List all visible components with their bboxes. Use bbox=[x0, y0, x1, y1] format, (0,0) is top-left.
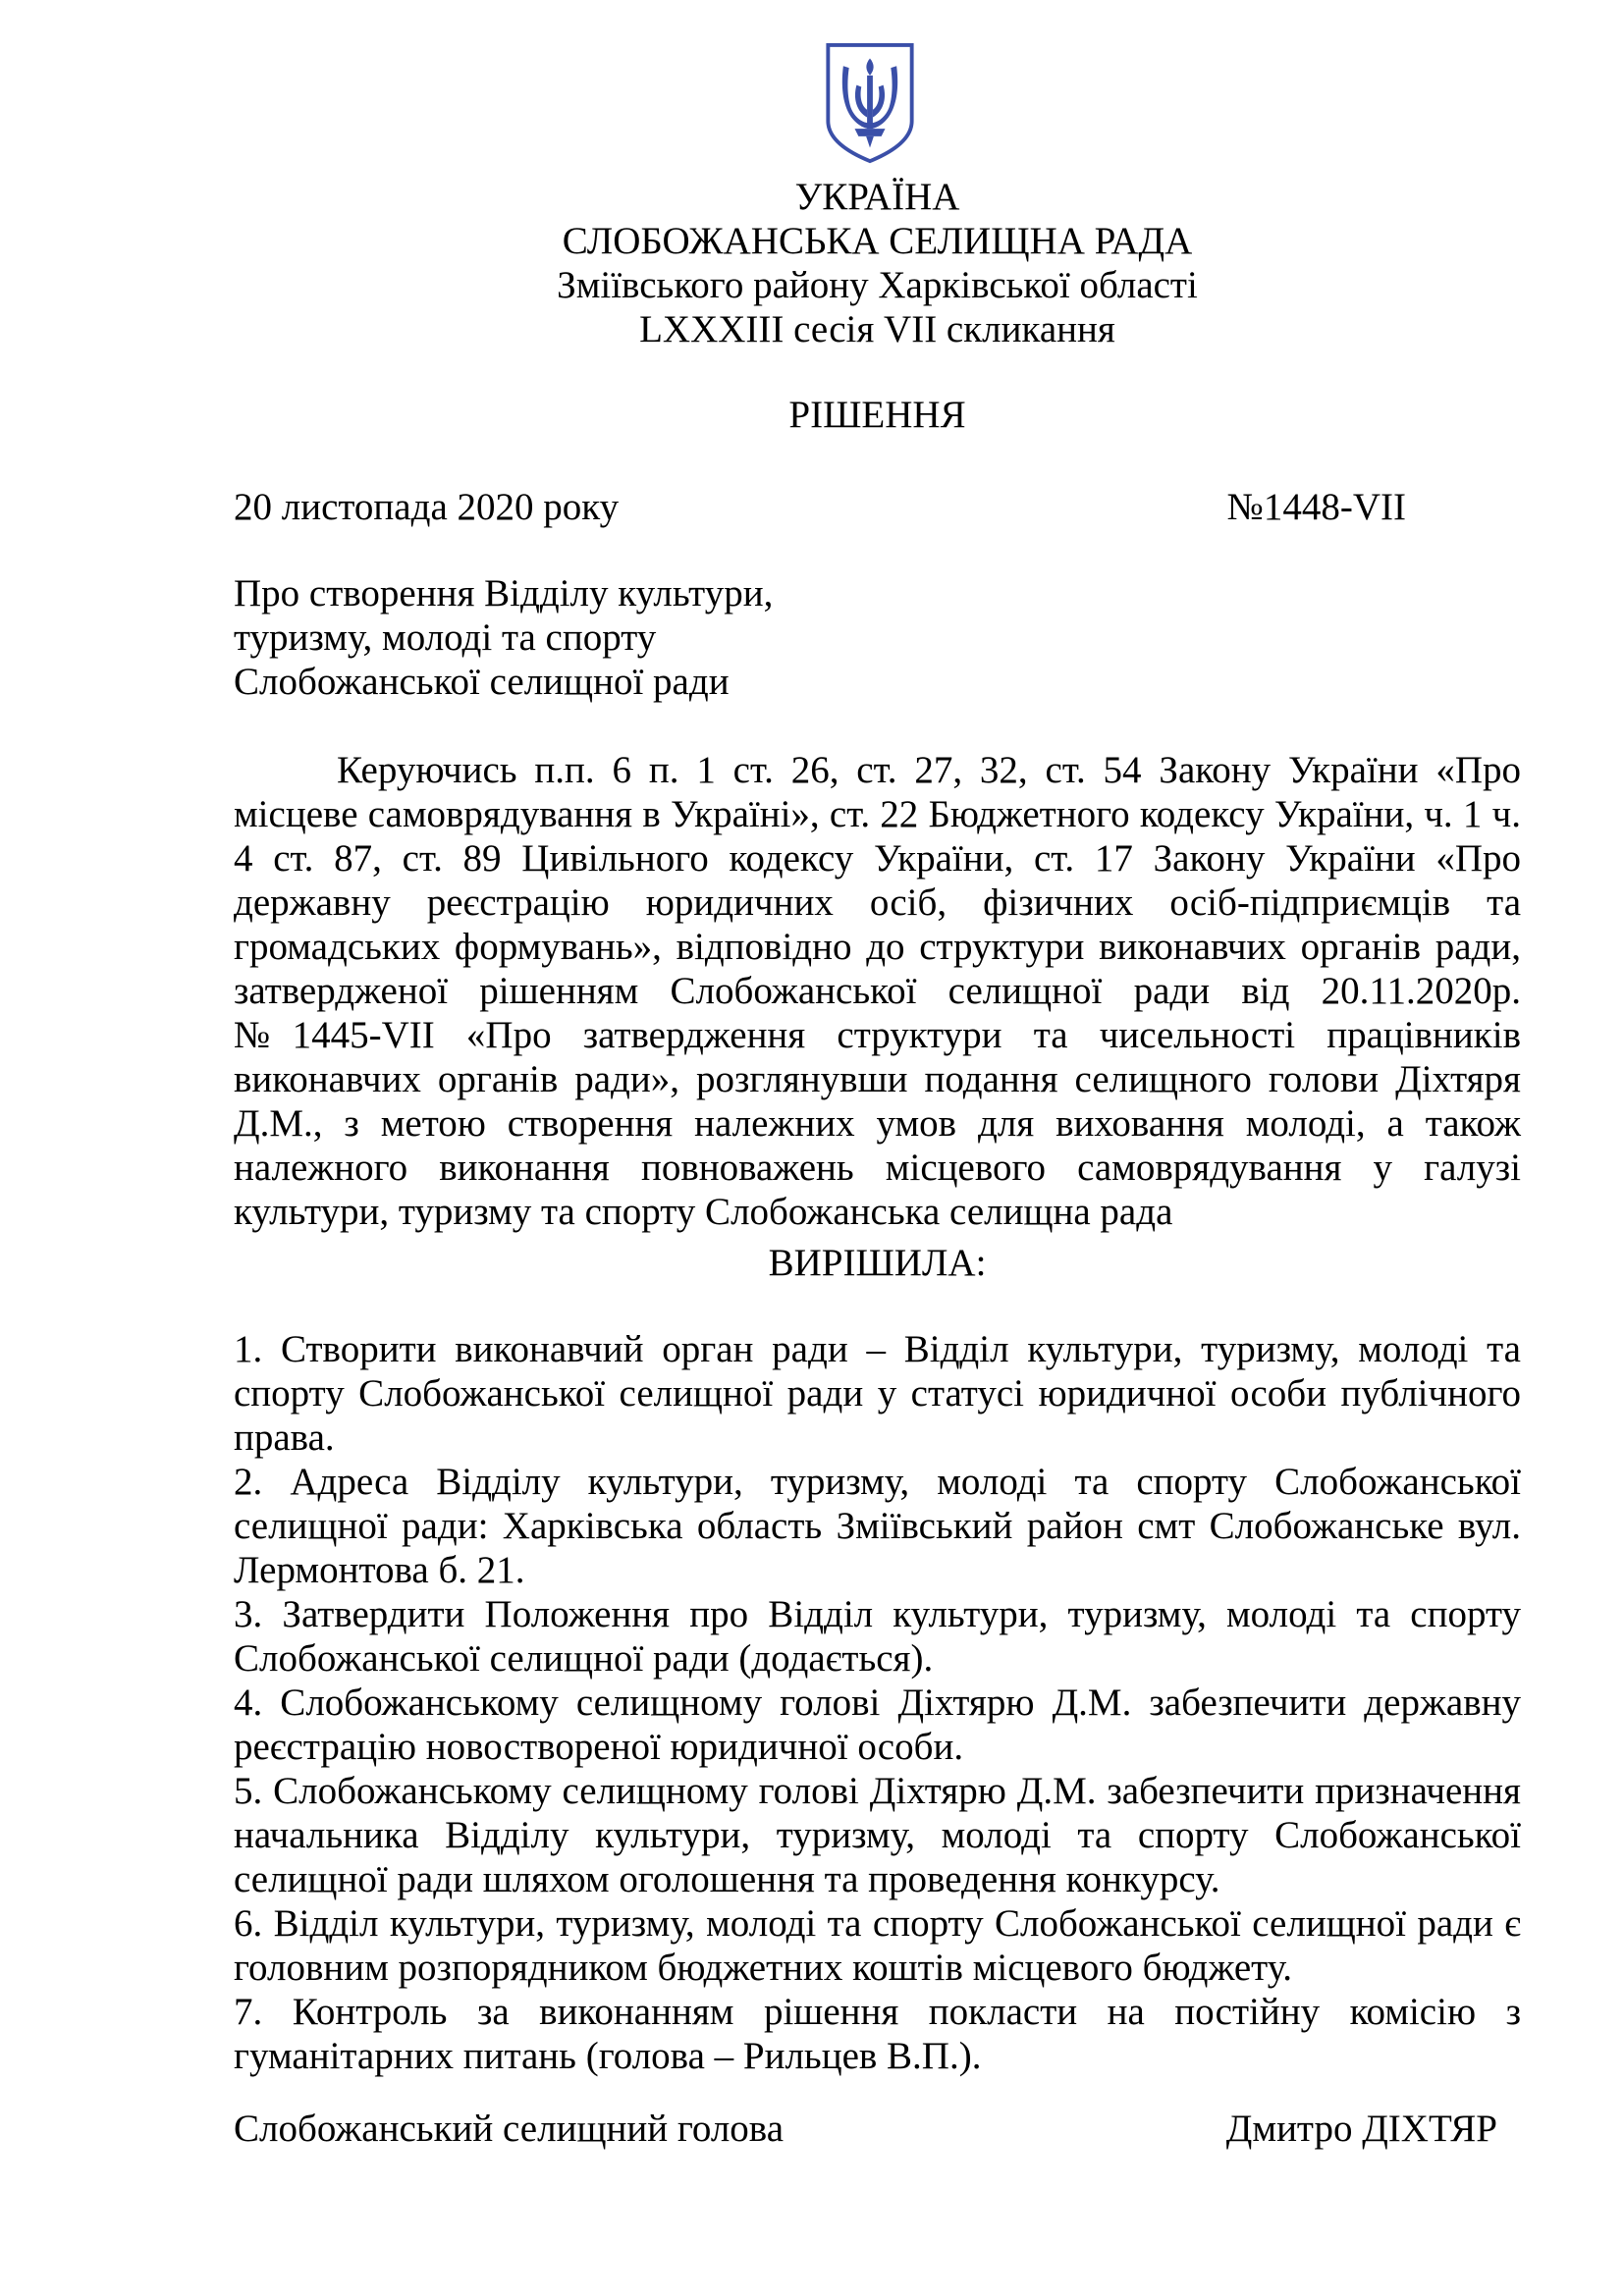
decision-item: 4. Слобожанському селищному голові Діхтярю Д.М. забезпечити державну реєстрацію новоствореної юридичної особи. bbox=[234, 1682, 1521, 1768]
decision-item: 7. Контроль за виконанням рішення покласти на постійну комісію з гуманітарних питань (голова – Рильцев В.П.). bbox=[234, 1991, 1521, 2077]
decision-subject bbox=[234, 571, 1117, 704]
decision-item: 6. Відділ культури, туризму, молоді та спорту Слобожанської селищної ради є головним розпорядником бюджетних коштів місцевого бюджету. bbox=[234, 1902, 1521, 1989]
signature-name: Дмитро ДІХТЯР bbox=[1225, 2108, 1497, 2150]
subject-line: Про створення Відділу культури, bbox=[234, 572, 774, 614]
session-info: LXXXIII сесія VII скликання bbox=[639, 308, 1115, 350]
decision-date: 20 листопада 2020 року bbox=[234, 486, 620, 528]
signature-role: Слобожанський селищний голова bbox=[234, 2108, 785, 2150]
decision-item: 1. Створити виконавчий орган ради – Відділ культури, туризму, молоді та спорту Слобожанської селищної ради у статусі юридичної особи публічного права. bbox=[234, 1328, 1521, 1459]
decision-items-list bbox=[234, 1327, 1521, 2078]
preamble-paragraph: Керуючись п.п. 6 п. 1 ст. 26, ст. 27, 32, ст. 54 Закону України «Про місцеве самоврядування в Україні», ст. 22 Бюджетного кодексу України, ч. 1 ч. 4 ст. 87, ст. 89 Цивільного кодексу України, ст. 17 Закону України «Про державну реєстрацію юридичних осіб, фізичних осіб-підприємців та громадських формувань», відповідно до структури виконавчих органів ради, затвердженої рішенням Слобожанської селищної ради від 20.11.2020р. №1445-VII «Про затвердження структури та чисельності працівників виконавчих органів ради», розглянувши подання селищного голови Діхтяря Д.М., з метою створення належних умов для виховання молоді, а також належного виконання повноважень місцевого самоврядування у галузі культури, туризму та спорту Слобожанська селищна рада bbox=[234, 749, 1521, 1233]
council-name: СЛОБОЖАНСЬКА СЕЛИЩНА РАДА bbox=[562, 220, 1193, 262]
decided-heading: ВИРІШИЛА: bbox=[768, 1242, 987, 1284]
decision-item: 2. Адреса Відділу культури, туризму, молоді та спорту Слобожанської селищної ради: Харківська область Зміївський район смт Слобожанське вул. Лермонтова б. 21. bbox=[234, 1461, 1521, 1591]
decision-item: 5. Слобожанському селищному голові Діхтярю Д.М. забезпечити призначення начальника Відділу культури, туризму, молоді та спорту Слобожанської селищної ради шляхом оголошення та проведення конкурсу. bbox=[234, 1770, 1521, 1900]
ukraine-trident-emblem-icon bbox=[822, 41, 918, 165]
document-type: РІШЕННЯ bbox=[788, 394, 966, 436]
decision-number: №1448-VII bbox=[1226, 486, 1406, 528]
decision-item: 3. Затвердити Положення про Відділ культури, туризму, молоді та спорту Слобожанської селищної ради (додається). bbox=[234, 1593, 1521, 1680]
subject-line: туризму, молоді та спорту bbox=[234, 616, 657, 659]
district-name: Зміївського району Харківської області bbox=[557, 264, 1198, 306]
subject-line: Слобожанської селищної ради bbox=[234, 661, 730, 703]
country-name: УКРАЇНА bbox=[794, 176, 960, 218]
